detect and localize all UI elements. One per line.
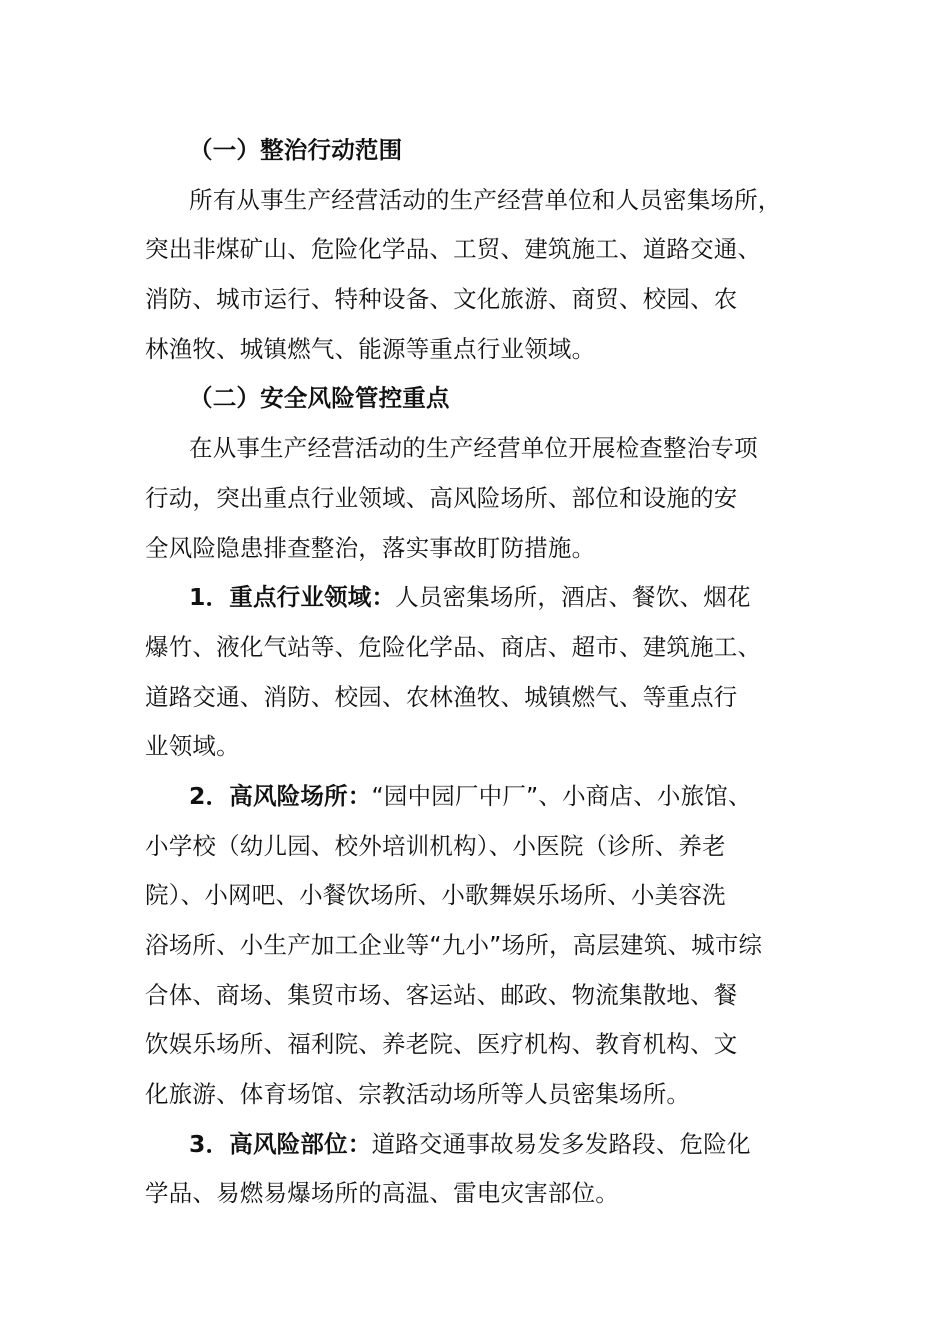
item-label: 1．重点行业领域： — [189, 583, 396, 612]
paragraph-line: 道路交通、消防、校园、农林渔牧、城镇燃气、等重点行 — [145, 682, 738, 711]
paragraph-line: 所有从事生产经营活动的生产经营单位和人员密集场所， — [189, 185, 782, 214]
item-high-risk-places — [145, 772, 825, 822]
item-text: 人员密集场所，酒店、餐饮、烟花 — [395, 583, 751, 612]
paragraph-line: 院）、小网吧、小餐饮场所、小歌舞娱乐场所、小美容洗 — [145, 881, 726, 910]
paragraph-line: 突出非煤矿山、危险化学品、工贸、建筑施工、道路交通、 — [145, 235, 762, 264]
paragraph-line: 林渔牧、城镇燃气、能源等重点行业领域。 — [145, 334, 596, 363]
paragraph-line: 在从事生产经营活动的生产经营单位开展检查整治专项 — [189, 434, 758, 463]
paragraph-line: 消防、城市运行、特种设备、文化旅游、商贸、校园、农 — [145, 285, 738, 314]
section-heading-risk-control: （二）安全风险管控重点 — [189, 384, 450, 413]
paragraph-line: 业领域。 — [145, 732, 240, 761]
paragraph-line: 爆竹、液化气站等、危险化学品、商店、超市、建筑施工、 — [145, 632, 762, 661]
item-label: 2．高风险场所： — [189, 781, 372, 810]
paragraph-line: 浴场所、小生产加工企业等“九小”场所，高层建筑、城市综 — [145, 931, 763, 959]
paragraph-line: 全风险隐患排查整治，落实事故盯防措施。 — [145, 533, 596, 562]
item-text: “园中园厂中厂”、小商店、小旅馆、 — [371, 781, 752, 810]
paragraph-line: 行动，突出重点行业领域、高风险场所、部位和设施的安 — [145, 483, 738, 512]
item-text: 道路交通事故易发多发路段、危险化 — [371, 1129, 751, 1158]
paragraph-line: 合体、商场、集贸市场、客运站、邮政、物流集散地、餐 — [145, 980, 738, 1009]
paragraph-line: 学品、易燃易爆场所的高温、雷电灾害部位。 — [145, 1179, 619, 1208]
item-high-risk-parts — [145, 1120, 825, 1170]
paragraph-line: 饮娱乐场所、福利院、养老院、医疗机构、教育机构、文 — [145, 1030, 738, 1059]
item-key-industries — [145, 573, 825, 623]
paragraph-line: 小学校（幼儿园、校外培训机构）、小医院（诊所、养老 — [145, 831, 726, 860]
paragraph-line: 化旅游、体育场馆、宗教活动场所等人员密集场所。 — [145, 1080, 691, 1109]
section-heading-scope: （一）整治行动范围 — [189, 136, 403, 164]
item-label: 3．高风险部位： — [189, 1129, 372, 1158]
document-body — [145, 126, 825, 1219]
